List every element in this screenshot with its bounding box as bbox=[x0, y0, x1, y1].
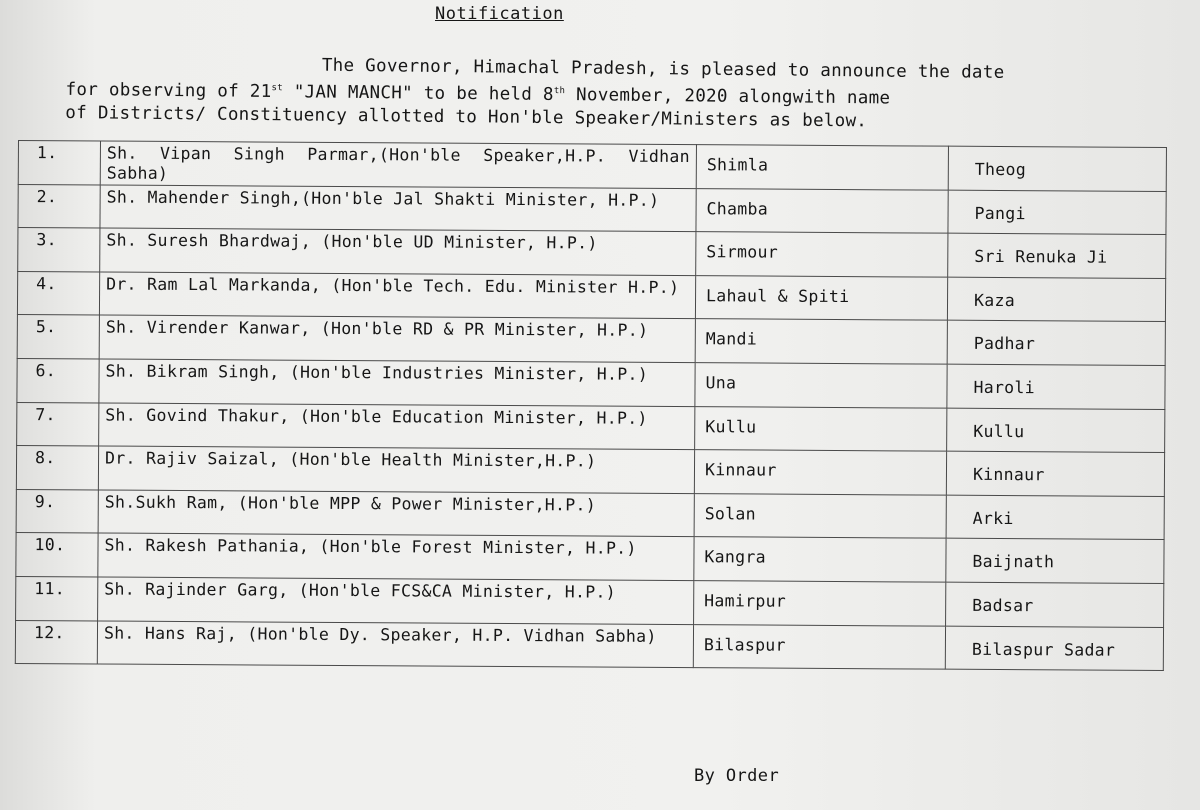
row-serial-number: 1. bbox=[18, 141, 100, 185]
row-dignitary-name: Sh. Rajinder Garg, (Hon'ble FCS&CA Minister, H.P.) bbox=[98, 577, 694, 624]
table-row bbox=[17, 402, 1165, 453]
row-serial-number: 5. bbox=[17, 315, 99, 359]
table-row bbox=[17, 315, 1165, 366]
row-district: Sirmour bbox=[696, 232, 948, 277]
row-serial-number: 2. bbox=[18, 184, 100, 228]
row-district: Bilaspur bbox=[693, 624, 945, 669]
table-row bbox=[15, 620, 1163, 671]
row-dignitary-name: Sh.Sukh Ram, (Hon'ble MPP & Power Minister,H.P.) bbox=[98, 490, 694, 537]
intro-line-2-part-b: "JAN MANCH" to be held 8 bbox=[282, 82, 554, 105]
row-constituency: Sri Renuka Ji bbox=[948, 233, 1166, 278]
row-district: Kinnaur bbox=[694, 450, 946, 495]
allocation-table-body bbox=[15, 141, 1166, 671]
notification-heading: Notification bbox=[435, 4, 564, 24]
row-dignitary-name: Sh. Suresh Bhardwaj, (Hon'ble UD Minister, H.P.) bbox=[100, 228, 696, 275]
table-row bbox=[17, 271, 1165, 322]
row-dignitary-name: Sh. Hans Raj, (Hon'ble Dy. Speaker, H.P. Vidhan Sabha) bbox=[97, 621, 693, 668]
row-district: Shimla bbox=[696, 145, 948, 190]
row-dignitary-name: Sh. Virender Kanwar, (Hon'ble RD & PR Minister, H.P.) bbox=[99, 315, 695, 362]
intro-line-2-part-a: for observing of 21 bbox=[65, 79, 272, 102]
row-serial-number: 3. bbox=[18, 228, 100, 272]
row-district: Chamba bbox=[696, 188, 948, 233]
row-constituency: Bilaspur Sadar bbox=[945, 626, 1163, 671]
row-serial-number: 6. bbox=[17, 358, 99, 402]
row-constituency: Kaza bbox=[947, 277, 1165, 322]
row-dignitary-name: Sh. Mahender Singh,(Hon'ble Jal Shakti Minister, H.P.) bbox=[100, 185, 696, 232]
row-dignitary-name: Sh. Vipan Singh Parmar,(Hon'ble Speaker,H.P. Vidhan Sabha) bbox=[100, 141, 696, 188]
row-constituency: Baijnath bbox=[946, 539, 1164, 584]
row-dignitary-name: Sh. Bikram Singh, (Hon'ble Industries Minister, H.P.) bbox=[99, 359, 695, 406]
intro-line-1: The Governor, Himachal Pradesh, is pleased to announce the date bbox=[321, 55, 1005, 83]
row-district: Hamirpur bbox=[694, 581, 946, 626]
row-dignitary-name: Sh. Govind Thakur, (Hon'ble Education Minister, H.P.) bbox=[99, 403, 695, 450]
row-constituency: Theog bbox=[948, 146, 1166, 191]
intro-paragraph bbox=[65, 52, 1164, 136]
table-row bbox=[16, 489, 1164, 540]
row-district: Lahaul & Spiti bbox=[695, 275, 947, 320]
row-serial-number: 4. bbox=[17, 271, 99, 315]
table-row bbox=[16, 533, 1164, 584]
row-district: Solan bbox=[694, 493, 946, 538]
row-district: Mandi bbox=[695, 319, 947, 364]
row-dignitary-name: Sh. Rakesh Pathania, (Hon'ble Forest Minister, H.P.) bbox=[98, 533, 694, 580]
row-district: Kangra bbox=[694, 537, 946, 582]
row-serial-number: 8. bbox=[16, 446, 98, 490]
row-district: Kullu bbox=[695, 406, 947, 451]
intro-ordinal-th: th bbox=[553, 86, 566, 97]
row-serial-number: 10. bbox=[16, 533, 98, 577]
table-row bbox=[16, 576, 1164, 627]
row-dignitary-name: Dr. Ram Lal Markanda, (Hon'ble Tech. Edu. Minister H.P.) bbox=[99, 272, 695, 319]
row-constituency: Padhar bbox=[947, 321, 1165, 366]
by-order-signoff: By Order bbox=[694, 766, 780, 786]
intro-ordinal-st: st bbox=[271, 83, 284, 94]
intro-line-2-part-c: November, 2020 alongwith name bbox=[565, 85, 891, 109]
row-constituency: Kullu bbox=[947, 408, 1165, 453]
intro-line-3: of Districts/ Constituency allotted to Hon'ble Speaker/Ministers as below. bbox=[65, 102, 868, 132]
row-district: Una bbox=[695, 363, 947, 408]
row-constituency: Kinnaur bbox=[946, 451, 1164, 496]
table-row bbox=[17, 358, 1165, 409]
row-serial-number: 7. bbox=[17, 402, 99, 446]
table-row bbox=[18, 184, 1166, 235]
row-constituency: Badsar bbox=[946, 582, 1164, 627]
row-serial-number: 9. bbox=[16, 489, 98, 533]
row-constituency: Haroli bbox=[947, 364, 1165, 409]
table-row bbox=[18, 141, 1166, 192]
table-row bbox=[18, 228, 1166, 279]
row-serial-number: 11. bbox=[16, 576, 98, 620]
table-row bbox=[16, 446, 1164, 497]
row-constituency: Arki bbox=[946, 495, 1164, 540]
row-constituency: Pangi bbox=[948, 190, 1166, 235]
row-dignitary-name: Dr. Rajiv Saizal, (Hon'ble Health Minister,H.P.) bbox=[98, 446, 694, 493]
row-serial-number: 12. bbox=[15, 620, 97, 664]
allocation-table bbox=[15, 140, 1167, 671]
